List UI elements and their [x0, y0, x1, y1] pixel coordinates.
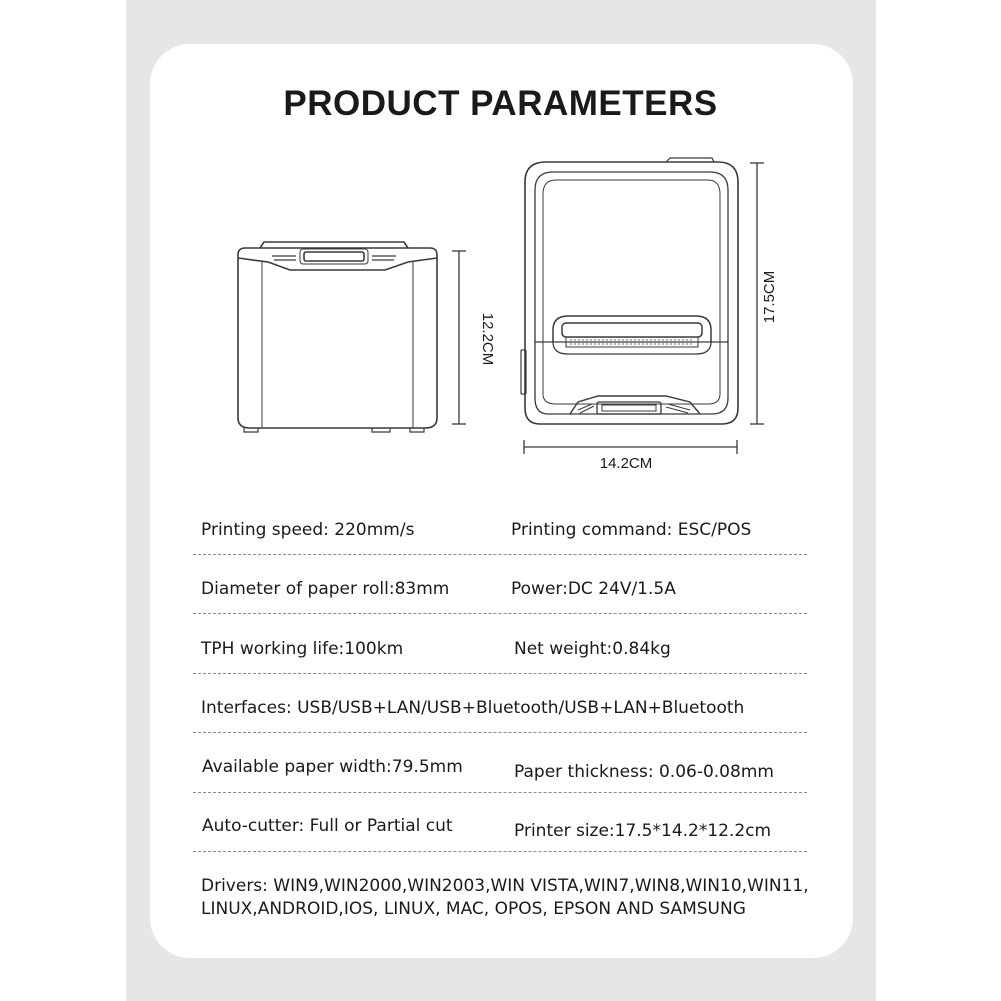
printer-front-view [238, 242, 437, 432]
width-dimension-line [524, 440, 737, 454]
row-divider [193, 851, 807, 852]
tph-working-life-text: TPH working life:100km [201, 639, 404, 659]
row-divider [193, 613, 807, 614]
row-divider [193, 792, 807, 793]
printer-size-text: Printer size:17.5*14.2*12.2cm [514, 821, 772, 841]
interfaces-text: Interfaces: USB/USB+LAN/USB+Bluetooth/USB+LAN+Bluetooth [201, 698, 745, 718]
printer-drawings [0, 0, 1001, 480]
printer-top-view [521, 158, 738, 424]
paper-roll-diameter-text: Diameter of paper roll:83mm [201, 579, 450, 599]
power-text: Power:DC 24V/1.5A [511, 579, 676, 599]
paper-width-text: Available paper width:79.5mm [202, 757, 463, 777]
row-divider [193, 732, 807, 733]
drivers-text: Drivers: WIN9,WIN2000,WIN2003,WIN VISTA,WIN7,WIN8,WIN10,WIN11, LINUX,ANDROID,IOS, LINUX, MAC, OPOS, EPSON AND SAMSUNG [201, 876, 809, 919]
height-label: 12.2CM [479, 312, 496, 366]
printing-speed-text: Printing speed: 220mm/s [201, 520, 415, 540]
auto-cutter-text: Auto-cutter: Full or Partial cut [202, 816, 453, 836]
page-title: PRODUCT PARAMETERS [283, 84, 718, 123]
paper-thickness-text: Paper thickness: 0.06-0.08mm [514, 762, 774, 782]
row-divider [193, 554, 807, 555]
height-dimension-line [452, 251, 466, 424]
net-weight-text: Net weight:0.84kg [514, 639, 671, 659]
printing-command-text: Printing command: ESC/POS [511, 520, 752, 540]
depth-label: 17.5CM [761, 270, 778, 324]
row-divider [193, 673, 807, 674]
width-label: 14.2CM [599, 455, 653, 472]
